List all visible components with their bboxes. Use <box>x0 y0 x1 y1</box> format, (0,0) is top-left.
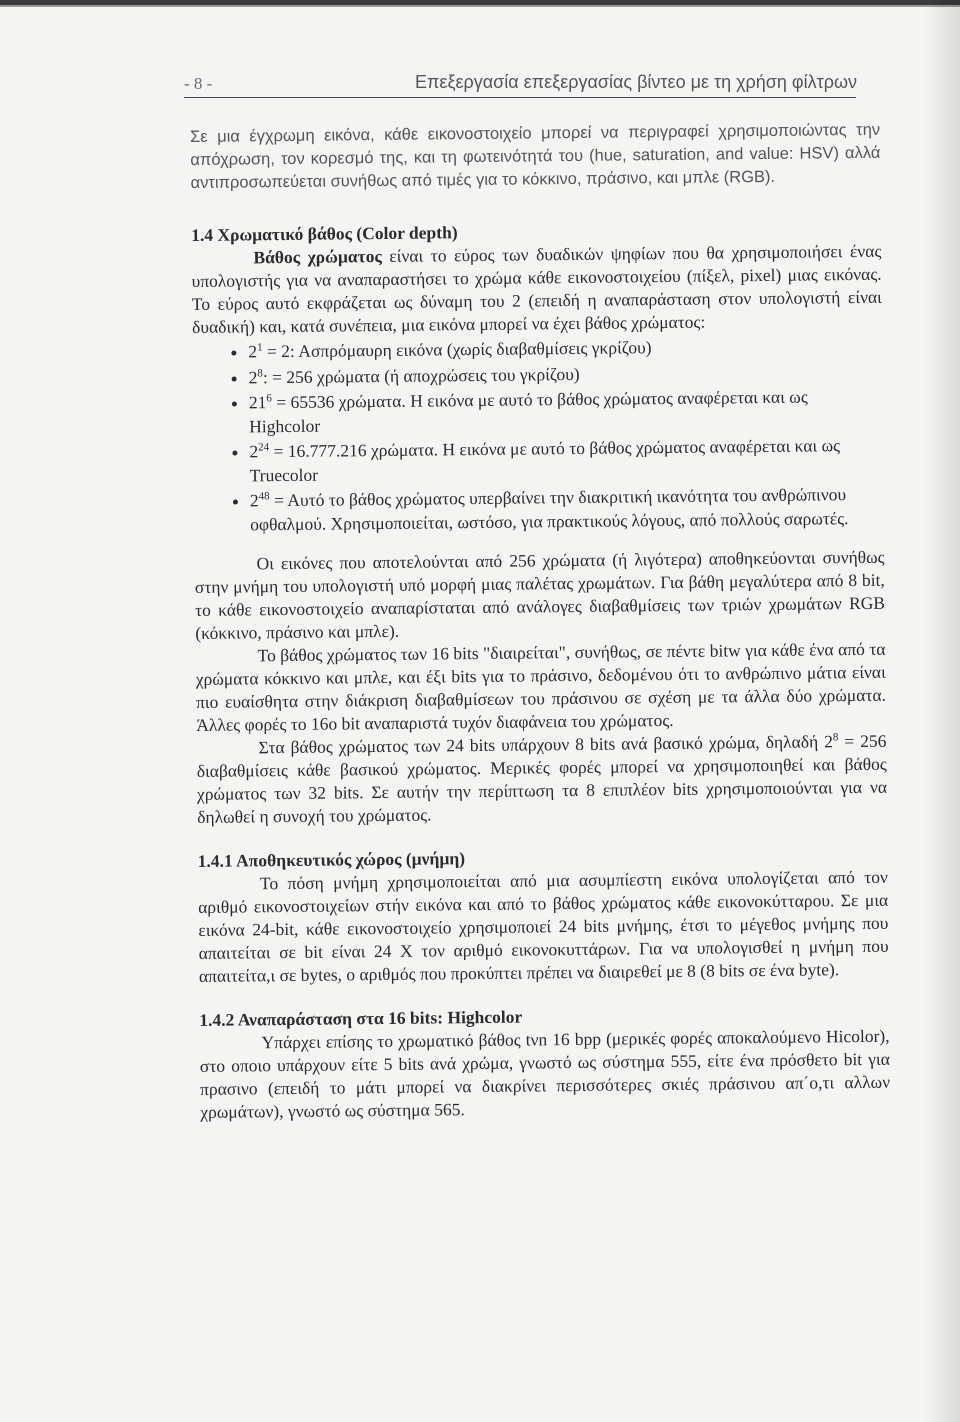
definition-text: είναι το εύρος των δυαδικών ψηφίων που θα χρησιμοποιήσει ένας υπολογιστής για να αναπαραστήσει το χρώμα κάθε εικονοστοιχείου (πίξελ, pixel) μιας εικόνας. Το εύρος αυτό εκφράζεται ως δύναμη του 2 (επειδή η αναπαράσταση στον υπολογιστή είναι δυαδική) και, κατά συνέπεια, μια εικόνα μπορεί να έχει βάθος χρώματος: <box>191 240 882 337</box>
term-color-depth: Βάθος χρώματος <box>253 245 382 268</box>
section-heading-1-4: 1.4 Χρωματικό βάθος (Color depth) <box>191 222 458 245</box>
page-body <box>190 119 890 1124</box>
list-item: • $2^{24} = 16.777.216$ χρώματα. Η εικόνα με αυτό το βάθος χρώματος αναφέρεται και ως Truecolor <box>249 434 883 488</box>
sixteen-bit-paragraph: Το βάθος χρώματος των 16 bits "διαιρείται", συνήθως, σε πέντε bitw για κάθε ένα από τα χρώματα κόκκινο και μπλε, και έξι bits για το πράσινο, δεδομένου ότι το ανθρώπινο μάτια είναι πιο ευαίσθητα στην διάκριση διαβαθμίσεων του πράσινου σε σχέση με τα άλλα δύο χρώματα. Άλλες φορές το 16ο bit αναπαριστά τυχόν διαφάνεια του χρώματος. <box>195 638 887 735</box>
header-rule <box>184 97 856 98</box>
palette-paragraph: Οι εικόνες που αποτελούνται από 256 χρώματα (ή λιγότερα) αποθηκεύονται συνήθως στην μνήμη του υπολογιστή υπό μορφή μιας παλέτας χρωμάτων. Για βάθη μεγαλύτερα από 8 bit, το κάθε εικονοστοιχείο αναπαρίσταται από ανάλογες διαβαθμίσεις των τριών χρωμάτων RGB (κόκκινο, πράσινο και μπλε). <box>194 546 886 643</box>
list-item: • $2^{48} = A\upsilon\tau ό$ το βάθος χρώματος υπερβαίνει την διακριτική ικανότητα του ανθρώπινου οφθαλμού. Χρησιμοποιείται, ωστόσο, για πρακτικούς λόγους, από πολλούς σαρωτές. <box>250 483 884 537</box>
list-item: • $2^8$: = 256 χρώματα (ή αποχρώσεις του γκρίζου) <box>249 359 883 389</box>
list-item: • $21^6 = 65536$ χρώματα. Η εικόνα με αυτό το βάθος χρώματος αναφέρεται και ως Highcolor <box>249 385 883 439</box>
color-depth-list <box>192 334 884 537</box>
highcolor-paragraph: Υπάρχει επίσης το χρωματικό βάθος tνn 16 bpp (μερικές φορές αποκαλούμενο Hicolor), στο οποιο υπάρχουν είτε 5 bits ανά χρώμα, γνωστό ως σύστημα 555, είτε ένα πρόσθετο bit για πρασινο (επειδή το μάτι μπορεί να διακρίνει περισσότερες σκιές πράσινου απ΄ο,τι αλλων χρωμάτων), γνωστό ως σύστημα 565. <box>199 1025 891 1122</box>
section-heading-1-4-2: 1.4.2 Αναπαράσταση στα 16 bits: Highcolor <box>199 1006 523 1030</box>
scan-top-edge-shadow <box>0 5 960 7</box>
scan-right-shadow <box>924 0 960 1422</box>
section-heading-1-4-1: 1.4.1 Αποθηκευτικός χώρος (μνήμη) <box>197 848 466 871</box>
intro-paragraph: Σε μια έγχρωμη εικόνα, κάθε εικονοστοιχείο μπορεί να περιγραφεί χρησιμοποιώντας την απόχρωση, τον κορεσμό της, και τη φωτεινότητά του (hue, saturation, and value: HSV) αλλά αντιπροσωπεύεται συνήθως από τιμές για το κόκκινο, πράσινο, και μπλε (RGB). <box>190 120 881 192</box>
page-number: - 8 - <box>184 74 213 93</box>
color-depth-definition <box>191 240 882 339</box>
twentyfour-bit-paragraph: Στα βάθος χρώματος των 24 bits υπάρχουν 8 bits ανά βασικό χρώμα, δηλαδή $2^8 = 256$ διαβαθμίσεις κάθε βασικού χρώματος. Μερικές φορές μπορεί να χρησιμοποιηθεί και βάθος χρώματος των 32 bits. Σε αυτήν την περίπτωση τα 8 επιπλέον bits χρησιμοποιούνται για να δηλωθεί η συνοχή του χρώματος. <box>196 730 888 827</box>
running-header: Επεξεργασία επεξεργασίας βίντεο με τη χρήση φίλτρων <box>415 72 857 92</box>
storage-paragraph: Το πόση μνήμη χρησιμοποιείται από μια ασυμπίεστη εικόνα υπολογίζεται από τον αριθμό εικονοστοιχείων στήν εικόνα και από το βάθος χρώματος κάθε εικονοκύτταρου. Σε μια εικόνα 24-bit, κάθε εικονοστοιχείο χρησιμοποιεί 24 bits μνήμης, έτσι το μέγεθος μνήμης που απαιτείται σε bit είναι 24 Χ τον αριθμό εικονοκυττάρων. Για να υπολογισθεί η μνήμη που απαιτείτα,ι σε bytes, ο αριθμός που προκύπτει πρέπει να διαιρεθεί με 8 (8 bits σε ένα byte). <box>198 866 889 986</box>
list-item: • $2^1 = 2$: Ασπρόμαυρη εικόνα (χωρίς διαβαθμίσεις γκρίζου) <box>248 334 882 364</box>
